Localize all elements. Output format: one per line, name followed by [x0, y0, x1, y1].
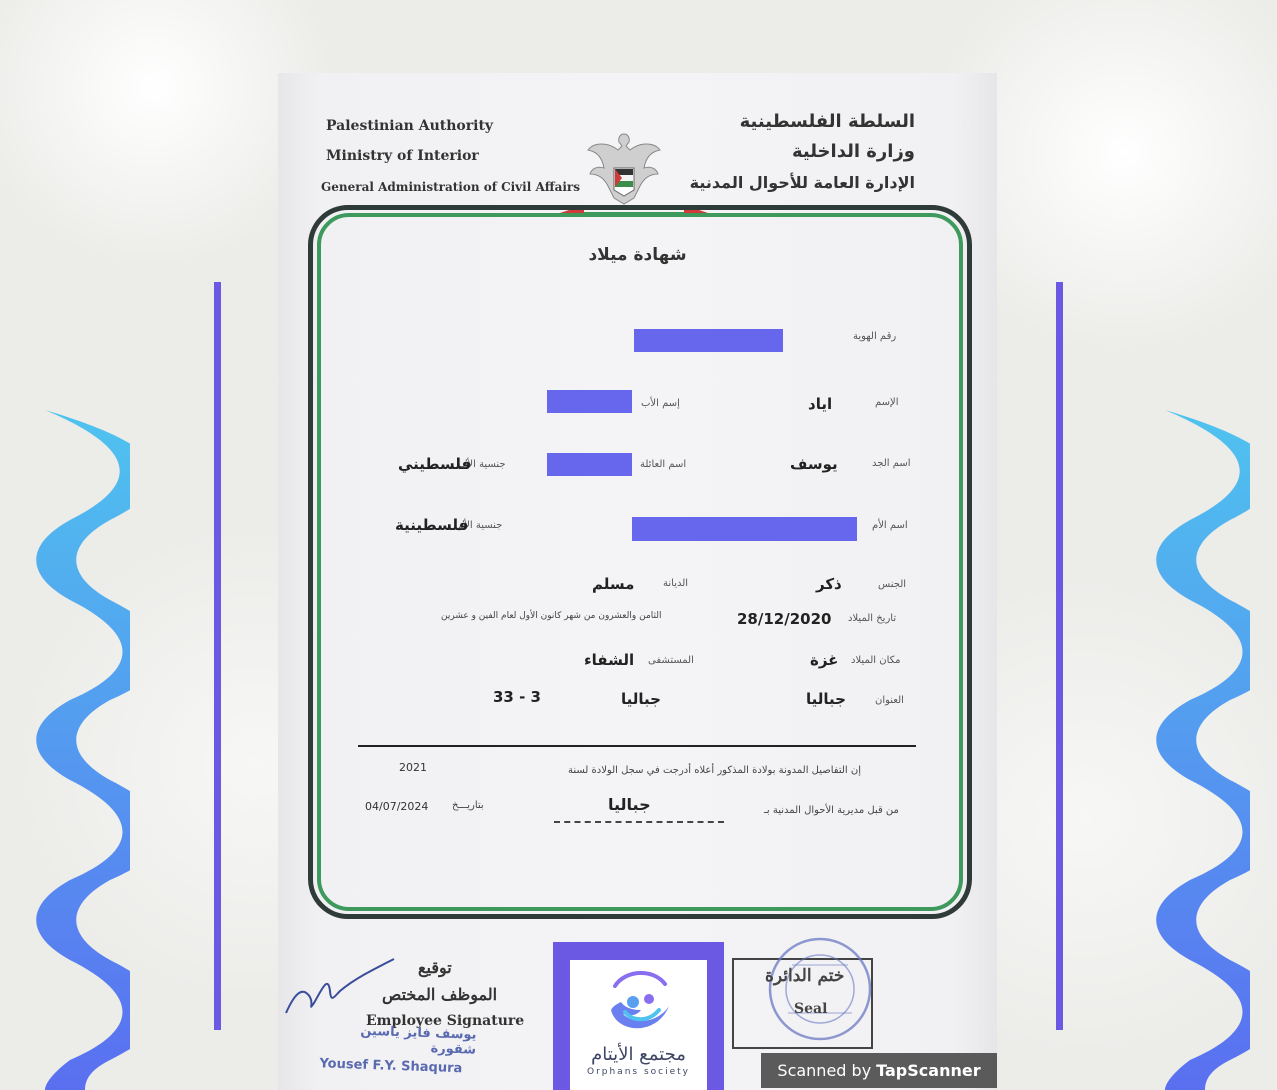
seal-label-en: Seal [794, 1001, 828, 1017]
id-number-label: رقم الهوية [853, 331, 897, 342]
tapscanner-watermark [761, 1053, 997, 1088]
orphans-society-name-en: Orphans society [586, 1067, 690, 1077]
header-ar-authority: السلطة الفلسطينية [739, 111, 915, 132]
orphans-society-logo-icon [603, 966, 675, 1042]
address-block-value: 33 - 3 [493, 688, 541, 706]
address-district-value: جباليا [621, 690, 661, 708]
registration-statement: إن التفاصيل المدونة بولادة المذكور أعلاه أدرجت في سجل الولادة لسنة [568, 765, 861, 776]
seal-label-ar: ختم الدائرة [765, 966, 845, 986]
birth-date-value: 28/12/2020 [737, 610, 832, 628]
header-en-ministry: Ministry of Interior [326, 148, 479, 164]
issuing-place-value: جباليا [608, 795, 651, 814]
father-name-label: إسم الأب [641, 398, 680, 409]
issuing-directorate-label: من قبل مديرية الأحوال المدنية بـ [764, 805, 899, 816]
issuing-place-underline [554, 821, 724, 823]
right-wave-decoration [1150, 410, 1250, 1090]
mother-name-label: اسم الأم [872, 520, 908, 531]
birth-place-label: مكان الميلاد [851, 655, 901, 666]
mother-nationality-label: جنسية الأم [458, 520, 503, 531]
address-area-value: جباليا [806, 690, 846, 708]
right-accent-bar [1056, 282, 1063, 1030]
grandfather-name-value: يوسف [790, 455, 838, 473]
watermark-prefix: Scanned by [777, 1061, 872, 1080]
orphans-society-name-ar: مجتمع الأيتام [591, 1044, 686, 1065]
gender-value: ذكر [816, 575, 842, 593]
certificate-title: شهادة ميلاد [588, 245, 687, 265]
name-value: اياد [808, 395, 833, 413]
grandfather-name-label: اسم الجد [872, 458, 911, 469]
hospital-value: الشفاء [584, 651, 635, 669]
religion-label: الديانة [663, 578, 689, 589]
employee-label-ar: الموظف المختص [382, 985, 498, 1004]
birth-date-in-words: الثامن والعشرون من شهر كانون الأول لعام الفين و عشرين [441, 611, 662, 621]
father-nationality-label: جنسية الأب [458, 459, 506, 470]
birth-place-value: غزة [810, 651, 839, 669]
family-name-redaction [547, 453, 632, 476]
address-label: العنوان [875, 695, 904, 706]
employee-name-stamp [319, 1022, 477, 1075]
handwritten-signature [284, 955, 404, 1019]
birth-date-label: تاريخ الميلاد [848, 613, 897, 624]
employee-signature-label-en: Employee Signature [366, 1013, 525, 1029]
mother-name-redaction [632, 517, 857, 541]
signature-label-ar: توقيع [418, 958, 452, 977]
issue-date-value: 04/07/2024 [365, 800, 429, 813]
header-en-authority: Palestinian Authority [326, 118, 494, 134]
left-accent-bar [214, 282, 221, 1030]
father-name-redaction [547, 390, 632, 413]
religion-value: مسلم [592, 575, 635, 593]
family-name-label: اسم العائلة [640, 459, 687, 470]
mother-nationality-value: فلسطينية [395, 516, 469, 534]
father-nationality-value: فلسطيني [398, 455, 472, 473]
header-ar-ministry: وزارة الداخلية [791, 141, 915, 162]
section-divider [358, 745, 916, 747]
header-en-administration: General Administration of Civil Affairs [321, 180, 581, 194]
gender-label: الجنس [878, 579, 907, 590]
name-label: الإسم [875, 397, 899, 408]
header-ar-administration: الإدارة العامة للأحوال المدنية [689, 173, 915, 192]
hospital-label: المستشفى [648, 655, 694, 666]
registration-year: 2021 [399, 761, 427, 774]
stamp-name-ar: يوسف فايز ياسين شقورة [360, 1023, 477, 1058]
official-seal-stamp-icon [758, 935, 884, 1047]
stamp-name-en: Yousef F.Y. Shaqura [319, 1056, 463, 1077]
issue-date-label: بتاريـــخ [452, 800, 484, 811]
left-wave-decoration [30, 410, 130, 1090]
birth-certificate-document [278, 73, 997, 1090]
watermark-brand: TapScanner [876, 1061, 981, 1080]
id-number-redaction [634, 329, 783, 352]
